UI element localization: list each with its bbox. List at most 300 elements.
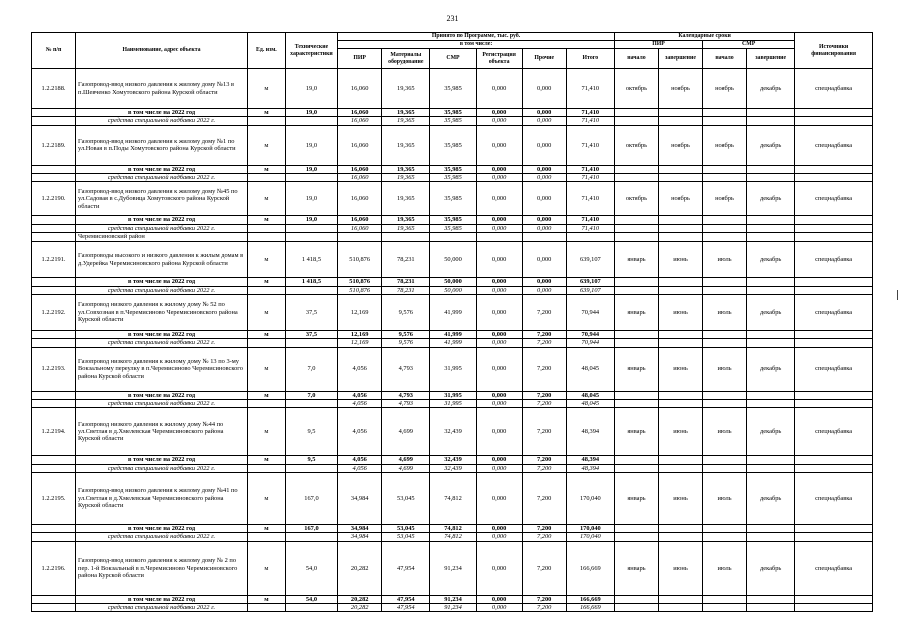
item-pir-end: июнь [658, 473, 702, 525]
item-other: 7,200 [522, 294, 566, 330]
item-pir-end: ноябрь [658, 125, 702, 165]
item-total: 170,040 [566, 473, 614, 525]
col-num-header: № п/п [32, 33, 76, 69]
total-tech: 167,0 [285, 525, 337, 533]
item-num: 1.2.2196. [32, 541, 76, 595]
special-total: 170,040 [566, 533, 614, 541]
item-tech: 19,0 [285, 182, 337, 216]
special-unit-cell [248, 604, 286, 612]
special-other: 0,000 [522, 117, 566, 125]
total-pir: 16,060 [338, 109, 382, 117]
total-empty-cell [614, 165, 658, 173]
special-empty-cell [658, 339, 702, 347]
total-smr: 35,985 [430, 165, 476, 173]
total-empty-cell [795, 525, 873, 533]
total-empty-cell [703, 109, 747, 117]
total-empty-cell [747, 391, 795, 399]
total-smr: 35,985 [430, 216, 476, 224]
total-empty-cell [795, 391, 873, 399]
total-label: в том числе на 2022 год [76, 216, 248, 224]
special-other: 7,200 [522, 339, 566, 347]
special-label: средства специальной надбавки 2022 г. [76, 339, 248, 347]
table-row [32, 69, 873, 109]
edge-mark [897, 290, 900, 300]
total-smr: 41,999 [430, 330, 476, 338]
special-registration: 0,000 [476, 533, 522, 541]
item-smr-start: ноябрь [703, 182, 747, 216]
special-total: 166,669 [566, 604, 614, 612]
item-pir-start: январь [614, 294, 658, 330]
special-empty-cell [795, 224, 873, 232]
col-pir-start-header: начало [614, 49, 658, 69]
special-empty-cell [703, 286, 747, 294]
section-row [32, 233, 873, 242]
special-empty-cell [747, 339, 795, 347]
section-title: Черемисиновский район [76, 233, 248, 242]
item-total: 166,669 [566, 541, 614, 595]
total-empty-cell [747, 278, 795, 286]
special-pir: 4,056 [338, 399, 382, 407]
table-row [32, 541, 873, 595]
item-materials: 4,793 [382, 347, 430, 391]
special-unit-cell [248, 117, 286, 125]
item-other: 7,200 [522, 347, 566, 391]
total-empty-cell [658, 216, 702, 224]
item-registration: 0,000 [476, 347, 522, 391]
total-smr: 74,812 [430, 525, 476, 533]
total-registration: 0,000 [476, 525, 522, 533]
special-empty-cell [747, 533, 795, 541]
total-empty-cell [795, 216, 873, 224]
special-empty-cell [795, 339, 873, 347]
item-name: Газопровод-ввод низкого давления к жилому дому №41 по ул.Светлая в д.Хмелевская Черемисиновского района Курской области [76, 473, 248, 525]
item-smr-end: декабрь [747, 541, 795, 595]
item-smr: 91,234 [430, 541, 476, 595]
item-smr-end: декабрь [747, 473, 795, 525]
total-num-cell [32, 525, 76, 533]
total-unit: м [248, 391, 286, 399]
item-materials: 9,576 [382, 294, 430, 330]
special-tech-cell [285, 174, 337, 182]
col-pir-header: ПИР [338, 49, 382, 69]
special-empty-cell [747, 464, 795, 472]
cal-pir-header: ПИР [614, 41, 702, 49]
special-empty-cell [658, 286, 702, 294]
item-num: 1.2.2193. [32, 347, 76, 391]
special-num-cell [32, 117, 76, 125]
item-smr-end: декабрь [747, 125, 795, 165]
item-num: 1.2.2192. [32, 294, 76, 330]
special-total: 71,410 [566, 174, 614, 182]
total-pir: 4,056 [338, 391, 382, 399]
table-row [32, 408, 873, 456]
special-materials: 19,365 [382, 117, 430, 125]
total-pir: 34,984 [338, 525, 382, 533]
total-pir: 12,169 [338, 330, 382, 338]
total-row [32, 216, 873, 224]
special-pir: 4,056 [338, 464, 382, 472]
item-materials: 53,045 [382, 473, 430, 525]
special-row [32, 339, 873, 347]
special-smr: 41,999 [430, 339, 476, 347]
item-smr: 41,999 [430, 294, 476, 330]
item-pir-start: январь [614, 347, 658, 391]
item-tech: 19,0 [285, 69, 337, 109]
item-pir-start: январь [614, 473, 658, 525]
total-label: в том числе на 2022 год [76, 391, 248, 399]
total-pir: 20,282 [338, 595, 382, 603]
special-empty-cell [703, 399, 747, 407]
item-unit: м [248, 473, 286, 525]
item-pir-end: июнь [658, 408, 702, 456]
special-empty-cell [658, 174, 702, 182]
special-empty-cell [614, 464, 658, 472]
total-registration: 0,000 [476, 330, 522, 338]
col-smr-start-header: начало [703, 49, 747, 69]
special-other: 7,200 [522, 464, 566, 472]
item-pir-end: ноябрь [658, 69, 702, 109]
special-smr: 31,995 [430, 399, 476, 407]
total-tech: 19,0 [285, 109, 337, 117]
item-unit: м [248, 541, 286, 595]
special-label: средства специальной надбавки 2022 г. [76, 117, 248, 125]
special-pir: 510,876 [338, 286, 382, 294]
total-empty-cell [747, 525, 795, 533]
special-smr: 50,000 [430, 286, 476, 294]
special-tech-cell [285, 339, 337, 347]
special-empty-cell [747, 286, 795, 294]
total-other: 7,200 [522, 525, 566, 533]
special-total: 71,410 [566, 117, 614, 125]
special-unit-cell [248, 464, 286, 472]
item-name: Газопровод-ввод низкого давления к жилому дому №13 в п.Шевченко Хомутовского района Курской области [76, 69, 248, 109]
special-materials: 53,045 [382, 533, 430, 541]
total-empty-cell [795, 165, 873, 173]
special-smr: 35,985 [430, 224, 476, 232]
special-smr: 35,985 [430, 117, 476, 125]
item-unit: м [248, 69, 286, 109]
special-smr: 32,439 [430, 464, 476, 472]
item-source: спецнадбавка [795, 408, 873, 456]
item-smr-start: июль [703, 473, 747, 525]
total-total: 48,394 [566, 456, 614, 464]
special-empty-cell [703, 604, 747, 612]
total-unit: м [248, 330, 286, 338]
total-empty-cell [658, 525, 702, 533]
special-total: 70,944 [566, 339, 614, 347]
special-tech-cell [285, 286, 337, 294]
item-unit: м [248, 242, 286, 278]
special-registration: 0,000 [476, 174, 522, 182]
total-total: 71,410 [566, 165, 614, 173]
item-pir-end: июнь [658, 347, 702, 391]
item-name: Газопровод-ввод низкого давления к жилому дому №45 по ул.Садовая в с.Дубовица Хомутовского района Курской области [76, 182, 248, 216]
total-empty-cell [614, 278, 658, 286]
special-tech-cell [285, 604, 337, 612]
special-tech-cell [285, 464, 337, 472]
special-total: 71,410 [566, 224, 614, 232]
section-empty-cell [285, 233, 337, 242]
total-empty-cell [747, 165, 795, 173]
total-label: в том числе на 2022 год [76, 330, 248, 338]
item-pir: 4,056 [338, 408, 382, 456]
special-empty-cell [747, 117, 795, 125]
special-empty-cell [614, 286, 658, 294]
total-label: в том числе на 2022 год [76, 109, 248, 117]
item-num: 1.2.2189. [32, 125, 76, 165]
section-empty-cell [658, 233, 702, 242]
special-other: 7,200 [522, 533, 566, 541]
item-pir: 510,876 [338, 242, 382, 278]
incl-header: в том числе: [338, 41, 615, 49]
special-other: 7,200 [522, 604, 566, 612]
item-materials: 19,365 [382, 69, 430, 109]
total-empty-cell [614, 456, 658, 464]
item-registration: 0,000 [476, 408, 522, 456]
total-empty-cell [658, 456, 702, 464]
total-label: в том числе на 2022 год [76, 595, 248, 603]
item-registration: 0,000 [476, 242, 522, 278]
item-smr-end: декабрь [747, 347, 795, 391]
special-label: средства специальной надбавки 2022 г. [76, 399, 248, 407]
total-empty-cell [747, 216, 795, 224]
special-empty-cell [614, 174, 658, 182]
total-row [32, 165, 873, 173]
total-smr: 31,995 [430, 391, 476, 399]
total-unit: м [248, 109, 286, 117]
special-registration: 0,000 [476, 117, 522, 125]
total-empty-cell [703, 456, 747, 464]
item-num: 1.2.2191. [32, 242, 76, 278]
item-num: 1.2.2188. [32, 69, 76, 109]
item-other: 0,000 [522, 182, 566, 216]
special-empty-cell [795, 604, 873, 612]
item-smr-start: июль [703, 541, 747, 595]
special-empty-cell [795, 533, 873, 541]
col-tech-header: Технические характеристики [285, 33, 337, 69]
total-empty-cell [614, 595, 658, 603]
special-empty-cell [795, 174, 873, 182]
table-row [32, 347, 873, 391]
special-empty-cell [658, 224, 702, 232]
total-materials: 4,699 [382, 456, 430, 464]
section-empty-cell [747, 233, 795, 242]
col-smr-header: СМР [430, 49, 476, 69]
total-unit: м [248, 456, 286, 464]
special-pir: 12,169 [338, 339, 382, 347]
special-row [32, 533, 873, 541]
total-num-cell [32, 165, 76, 173]
item-num: 1.2.2195. [32, 473, 76, 525]
special-label: средства специальной надбавки 2022 г. [76, 286, 248, 294]
item-name: Газопровод-ввод низкого давления к жилому дому № 2 по пер. 1-й Вокзальный в п.Черемисиново Черемисиновского района Курской области [76, 541, 248, 595]
total-row [32, 330, 873, 338]
item-smr-end: декабрь [747, 69, 795, 109]
col-sources-header: Источники финансирования [795, 33, 873, 69]
special-pir: 16,060 [338, 224, 382, 232]
item-registration: 0,000 [476, 294, 522, 330]
total-empty-cell [614, 216, 658, 224]
total-unit: м [248, 595, 286, 603]
special-unit-cell [248, 174, 286, 182]
item-smr: 32,439 [430, 408, 476, 456]
item-name: Газопровод низкого давления к жилому дому № 52 по ул.Совхозная в п.Черемисиново Черемисиновского района Курской области [76, 294, 248, 330]
total-empty-cell [703, 330, 747, 338]
total-smr: 50,000 [430, 278, 476, 286]
special-unit-cell [248, 339, 286, 347]
item-materials: 4,699 [382, 408, 430, 456]
special-materials: 19,365 [382, 224, 430, 232]
item-other: 0,000 [522, 242, 566, 278]
special-empty-cell [703, 117, 747, 125]
item-source: спецнадбавка [795, 125, 873, 165]
total-unit: м [248, 278, 286, 286]
total-empty-cell [658, 278, 702, 286]
special-empty-cell [795, 399, 873, 407]
item-pir-start: январь [614, 408, 658, 456]
item-pir-end: июнь [658, 242, 702, 278]
total-total: 71,410 [566, 109, 614, 117]
special-empty-cell [658, 464, 702, 472]
total-total: 639,107 [566, 278, 614, 286]
col-total-header: Итого [566, 49, 614, 69]
col-name-header: Наименование, адрес объекта [76, 33, 248, 69]
special-empty-cell [747, 174, 795, 182]
total-empty-cell [658, 330, 702, 338]
special-empty-cell [614, 399, 658, 407]
item-smr: 35,985 [430, 69, 476, 109]
total-other: 7,200 [522, 595, 566, 603]
item-registration: 0,000 [476, 69, 522, 109]
item-smr-end: декабрь [747, 294, 795, 330]
item-other: 0,000 [522, 69, 566, 109]
special-num-cell [32, 339, 76, 347]
total-empty-cell [747, 109, 795, 117]
item-num: 1.2.2194. [32, 408, 76, 456]
total-other: 0,000 [522, 109, 566, 117]
total-num-cell [32, 109, 76, 117]
total-empty-cell [703, 525, 747, 533]
section-empty-cell [566, 233, 614, 242]
item-total: 71,410 [566, 182, 614, 216]
item-total: 48,394 [566, 408, 614, 456]
total-materials: 19,365 [382, 165, 430, 173]
item-tech: 1 418,5 [285, 242, 337, 278]
item-smr-end: декабрь [747, 182, 795, 216]
item-name: Газопровод низкого давления к жилому дому № 13 по 3-му Вокзальному переулку в п.Черемисиново Черемисиновского района Курской области [76, 347, 248, 391]
total-num-cell [32, 595, 76, 603]
section-empty-cell [248, 233, 286, 242]
special-num-cell [32, 224, 76, 232]
special-label: средства специальной надбавки 2022 г. [76, 533, 248, 541]
special-empty-cell [795, 117, 873, 125]
total-total: 166,669 [566, 595, 614, 603]
total-empty-cell [795, 456, 873, 464]
section-empty-cell [703, 233, 747, 242]
total-empty-cell [614, 525, 658, 533]
total-total: 48,045 [566, 391, 614, 399]
total-other: 0,000 [522, 165, 566, 173]
item-tech: 54,0 [285, 541, 337, 595]
total-other: 0,000 [522, 278, 566, 286]
item-total: 70,944 [566, 294, 614, 330]
col-registration-header: Регистрация объекта [476, 49, 522, 69]
total-empty-cell [614, 391, 658, 399]
total-registration: 0,000 [476, 109, 522, 117]
special-registration: 0,000 [476, 604, 522, 612]
item-pir-start: январь [614, 541, 658, 595]
total-tech: 19,0 [285, 165, 337, 173]
col-unit-header: Ед. изм. [248, 33, 286, 69]
special-unit-cell [248, 224, 286, 232]
item-other: 7,200 [522, 473, 566, 525]
item-smr: 35,985 [430, 125, 476, 165]
item-total: 71,410 [566, 125, 614, 165]
item-source: спецнадбавка [795, 541, 873, 595]
program-table [31, 32, 873, 612]
special-label: средства специальной надбавки 2022 г. [76, 464, 248, 472]
special-num-cell [32, 399, 76, 407]
total-unit: м [248, 525, 286, 533]
total-tech: 1 418,5 [285, 278, 337, 286]
special-tech-cell [285, 533, 337, 541]
item-pir: 12,169 [338, 294, 382, 330]
total-pir: 16,060 [338, 165, 382, 173]
special-tech-cell [285, 117, 337, 125]
special-empty-cell [614, 604, 658, 612]
item-name: Газопроводы высокого и низкого давления к жилым домам в д.Удерейка Черемисиновского района Курской области [76, 242, 248, 278]
section-num-cell [32, 233, 76, 242]
special-label: средства специальной надбавки 2022 г. [76, 224, 248, 232]
item-total: 48,045 [566, 347, 614, 391]
item-smr-start: июль [703, 294, 747, 330]
item-unit: м [248, 347, 286, 391]
item-source: спецнадбавка [795, 242, 873, 278]
item-total: 71,410 [566, 69, 614, 109]
total-materials: 9,576 [382, 330, 430, 338]
special-empty-cell [658, 604, 702, 612]
total-tech: 37,5 [285, 330, 337, 338]
total-empty-cell [703, 216, 747, 224]
item-unit: м [248, 182, 286, 216]
special-empty-cell [614, 339, 658, 347]
total-other: 7,200 [522, 391, 566, 399]
special-pir: 34,984 [338, 533, 382, 541]
total-label: в том числе на 2022 год [76, 278, 248, 286]
special-row [32, 399, 873, 407]
special-materials: 9,576 [382, 339, 430, 347]
item-unit: м [248, 125, 286, 165]
total-materials: 4,793 [382, 391, 430, 399]
total-empty-cell [703, 391, 747, 399]
item-pir: 4,056 [338, 347, 382, 391]
special-empty-cell [703, 339, 747, 347]
special-num-cell [32, 533, 76, 541]
section-empty-cell [338, 233, 382, 242]
total-smr: 91,234 [430, 595, 476, 603]
table-row [32, 182, 873, 216]
total-empty-cell [747, 330, 795, 338]
item-smr-start: ноябрь [703, 69, 747, 109]
special-empty-cell [747, 604, 795, 612]
total-materials: 19,365 [382, 109, 430, 117]
item-other: 0,000 [522, 125, 566, 165]
item-smr-end: декабрь [747, 242, 795, 278]
total-tech: 7,0 [285, 391, 337, 399]
special-empty-cell [747, 399, 795, 407]
special-tech-cell [285, 224, 337, 232]
item-pir-start: октябрь [614, 69, 658, 109]
